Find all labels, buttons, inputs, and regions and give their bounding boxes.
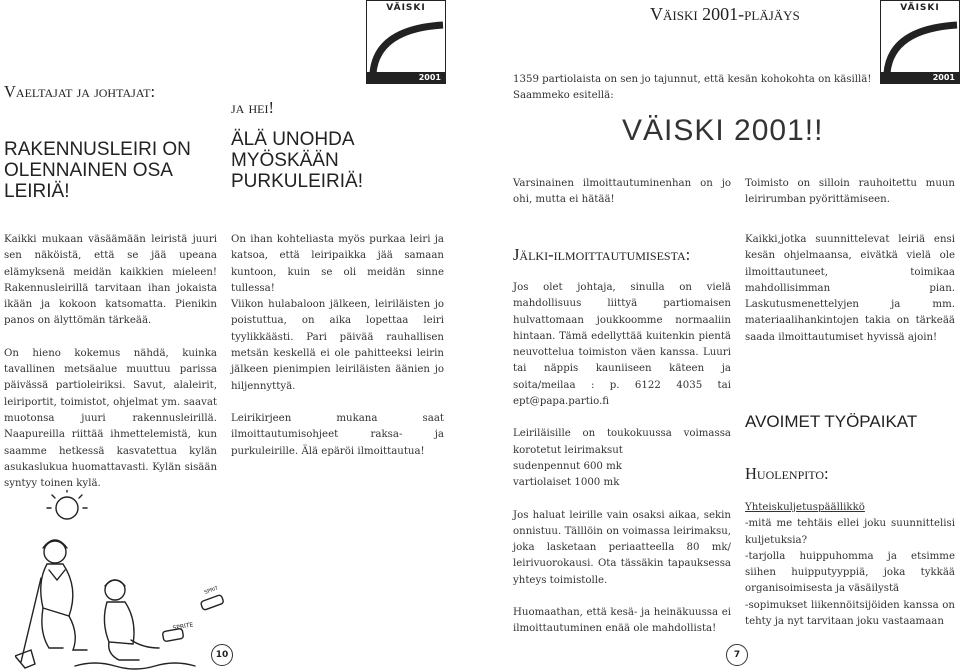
right-column-2 [745, 232, 955, 346]
left-col2-paragraph: On ihan kohteliasta myös purkaa leiri ja katsoa, että leiripaikka jää samaan kuntoon, kuin se oli meidän sinne tullessa! [231, 234, 444, 294]
left-col1-paragraph: Kaikki mukaan väsäämään leiristä juuri sen näköistä, että se jää upeana elämyksenä meidän kaikkien mieleen! Rakennusleirillä tarvitaan ihan jokaista ikään ja kokoon katsomatta. Pienikin panos on älyttömän tärkeää. [4, 234, 217, 327]
logo-brand: VÄISKI [900, 3, 940, 13]
logo-year: 2001 [367, 72, 445, 83]
huolenpito-heading: Huolenpito: [745, 464, 829, 483]
side-heading-big [231, 129, 401, 192]
left-heading-big-line: OLENNAINEN OSA [4, 160, 173, 181]
left-heading-big-line: LEIRIÄ! [4, 181, 70, 202]
right-note-right: Toimisto on silloin rauhoitettu muun leirirumban pyörittämiseen. [745, 178, 955, 206]
jalki-heading: Jälki-ilmoittautumisesta: [513, 245, 691, 264]
bottle-label-1: SPRITE [172, 621, 194, 632]
left-heading-small: Vaeltajat ja johtajat: [4, 82, 156, 101]
side-heading-big-line: MYÖSKÄÄN [231, 150, 339, 171]
bottle-label-2: SPRIT [203, 585, 220, 596]
logo-arc-icon [881, 11, 960, 75]
page-number-right: 7 [726, 644, 748, 666]
right-intro: 1359 partiolaista on sen jo tajunnut, että kesän kohokohta on käsillä! Saammeko esitellä: [513, 74, 872, 102]
right-note-left: Varsinainen ilmoittautuminenhan on jo ohi, mutta ei hätää! [513, 178, 731, 206]
right-big-title: VÄISKI 2001!! [622, 114, 824, 147]
job-paragraph: -sopimukset liikennöitsijöiden kanssa on tehty ja nyt tarvitaan joku vastaamaan [745, 599, 955, 628]
jalki-fees [513, 426, 731, 491]
avoimet-heading: AVOIMET TYÖPAIKAT [745, 412, 918, 431]
job-title: Yhteiskuljetuspäällikkö [745, 502, 865, 513]
col4-paragraph: Kaikki,jotka suunnittelevat leiriä ensi kesän ohjelmaansa, eivätkä vielä ole ilmoittautuneet, toimikaa mahdollisimman pian. Laskutusmenettelyjen ja mm. materiaalihankintojen takia on tärkeää saada ilmoittautumiset hyvissä ajoin! [745, 234, 955, 343]
right-column-jobs [745, 500, 955, 630]
fee-line: Leiriläisille on toukokuussa voimassa korotetut leirimaksut [513, 428, 731, 456]
fee-line: sudenpennut 600 mk [513, 460, 622, 472]
left-column-1 [4, 232, 217, 492]
jalki-paragraph: Jos olet johtaja, sinulla on vielä mahdollisuus liittyä partiomaisen hulvattomaan joukkoomme normaaliin hintaan. Tämä edellyttää kuitenkin pientä neuvottelua toimiston väen kanssa. Luuri tai näppis kauniiseen käteen ja soita/meilaa : p. 6122 4035 tai ept@papa.partio.fi [513, 282, 731, 408]
job-paragraph: -tarjolla huippuhomma ja etsimme siihen huipputyyppiä, joka tykkää organisoimisesta ja väsäilystä [745, 550, 955, 595]
left-heading-big-line: RAKENNUSLEIRI ON [4, 139, 191, 160]
side-heading-big-line: PURKULEIRIÄ! [231, 171, 363, 192]
logo-year: 2001 [881, 72, 959, 83]
left-col1-paragraph: On hieno kokemus nähdä, kuinka tavallinen metsäalue muuttuu parissa päivässä partioleiriksi. Savut, alaleirit, leiriportit, toimistot, ohjelmat ym. saavat muotonsa juuri rakennusleirillä. Naapureilla riittää ihmettelemistä, kun saamme hetkessä kasvatettua kylän asukaslukua huomattavasti. Kylän sisään syntyy toinen kylä. [4, 347, 217, 490]
left-col2-paragraph: Leirikirjeen mukana saat ilmoittautumisohjeet raksa- ja purkuleirille. Älä epäröi ilmoittautua! [231, 412, 444, 457]
scouts-illustration [15, 490, 230, 670]
jalki-paragraph: Jos haluat leirille vain osaksi aikaa, sekin onnistuu. Tälllöin on voimassa leirimaksu, joka lasketaan periaatteella 80 mk/ leirivuorokausi. Ota tässäkin tapauksessa yhteys toimistolle. [513, 509, 731, 586]
side-heading-big-line: ÄLÄ UNOHDA [231, 129, 355, 150]
logo-arc-icon [367, 11, 446, 75]
logo-brand: VÄISKI [386, 3, 426, 13]
left-col2-paragraph: Viikon hulabaloon jälkeen, leiriläisten jo poistuttua, on aika lopettaa leiri tyylikkäästi. Pari päivää rauhallisen metsän keskellä ei ole pahitteeksi leirin jälkeen pienimpien leiriläisten äänien jo hiljennyttyä. [231, 299, 444, 392]
side-heading-small: ja hei! [231, 98, 274, 117]
page-header-title: Väiski 2001-pläjäys [650, 4, 800, 24]
right-column-1 [513, 280, 731, 638]
fee-line: vartiolaiset 1000 mk [513, 477, 620, 489]
page-number-left: 10 [211, 644, 233, 666]
jalki-paragraph: Huomaathan, että kesä- ja heinäkuussa ei ilmoittautuminen enää ole mahdollista! [513, 607, 731, 635]
left-heading-big [4, 139, 204, 202]
job-paragraph: -mitä me tehtäis ellei joku suunnittelisi kuljetuksia? [745, 518, 955, 546]
vaiski-logo-left [366, 0, 446, 84]
left-column-2 [231, 232, 444, 460]
